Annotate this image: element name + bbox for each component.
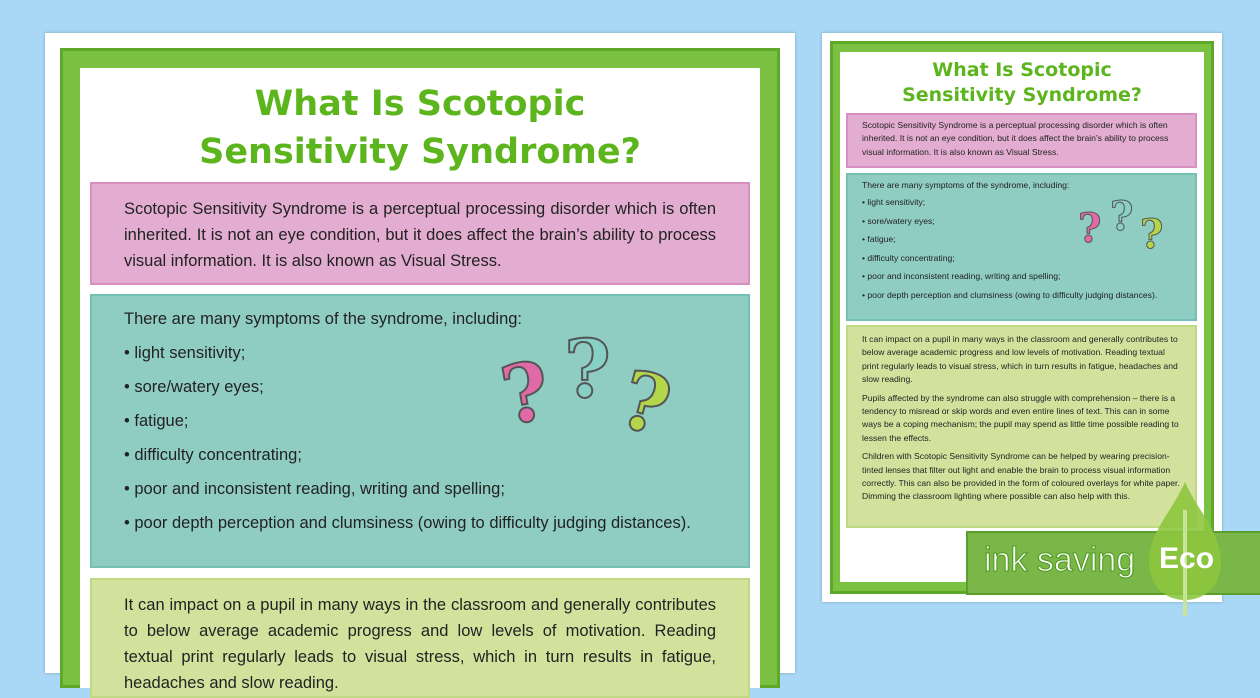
impact-text: It can impact on a pupil in many ways in the classroom and generally contributes to below average academic progress and low levels of motivation. Reading textual print regularly leads to visual stress, which in turn results in fatigue, headaches and slow reading. [862,334,1178,385]
symptom-item: • sore/watery eyes; [862,215,935,226]
symptom-item: • fatigue; [862,234,896,245]
symptom-item: • light sensitivity; [862,197,926,208]
title-line-1: What Is Scotopic [254,84,586,124]
inner-page [80,68,760,692]
symptom-item: • light sensitivity; [124,344,246,362]
symptom-item: • poor and inconsistent reading, writing and spelling; [862,271,1061,282]
eco-label: Eco [1159,542,1215,575]
symptom-item: • poor depth perception and clumsiness (owing to difficulty judging distances). [862,289,1158,300]
symptom-item: • poor and inconsistent reading, writing and spelling; [124,480,505,498]
question-mark-icon: ? [610,351,681,455]
symptom-item: • difficulty concentrating; [862,252,955,263]
poster-title [840,58,1204,108]
poster-preview-large [45,33,795,692]
question-mark-icon: ? [1140,211,1164,258]
question-mark-icon: ? [1110,193,1134,240]
intro-box [846,113,1197,168]
symptom-item: • poor depth perception and clumsiness (owing to difficulty judging distances). [124,514,691,532]
leaf-icon [1147,480,1223,616]
symptom-item: • fatigue; [124,412,189,430]
title-line-2: Sensitivity Syndrome? [199,132,641,172]
symptoms-box [846,173,1197,321]
intro-box [90,182,750,285]
question-mark-icon: ? [1078,205,1102,252]
impact-box [90,578,750,698]
poster-title [80,80,760,176]
question-mark-icon: ? [494,342,557,444]
impact-text: It can impact on a pupil in many ways in the classroom and generally contributes to below average academic progress and low levels of motivation. Reading textual print regularly leads to visual stress, which in turn results in fatigue, headaches and slow reading. [124,596,716,692]
title-line-2: Sensitivity Syndrome? [902,84,1142,106]
symptoms-heading: There are many symptoms of the syndrome, including: [124,310,523,328]
symptoms-heading: There are many symptoms of the syndrome, including: [862,180,1070,190]
impact-text: Pupils affected by the syndrome can also struggle with comprehension – there is a tendency to misread or skip words and even entire lines of text. This can in some ways be a coping mechanism; the pupil may spend as little time possible reading to lessen the effects. [862,392,1179,443]
intro-text: Scotopic Sensitivity Syndrome is a perceptual processing disorder which is often inherited. It is not an eye condition, but it does affect the brain’s ability to process visual information. It is also known as Visual Stress. [124,200,716,270]
symptoms-box [90,294,750,568]
symptom-item: • difficulty concentrating; [124,446,302,464]
question-mark-icon: ? [564,322,611,416]
title-line-1: What Is Scotopic [932,59,1112,81]
intro-text: Scotopic Sensitivity Syndrome is a perceptual processing disorder which is often inherited. It is not an eye condition, but it does affect the brain’s ability to process visual information. It is also known as Visual Stress. [862,120,1169,157]
impact-box [846,325,1197,528]
symptom-item: • sore/watery eyes; [124,378,264,396]
ink-saving-label: ink saving [984,541,1136,579]
impact-text: Children with Scotopic Sensitivity Syndrome can be helped by wearing precision-tinted lenses that filter out light and enable the brain to process visual information correctly. This can also be provided in the form of coloured overlays for white paper. Dimming the classroom lighting where possible can also help with this. [862,451,1180,502]
